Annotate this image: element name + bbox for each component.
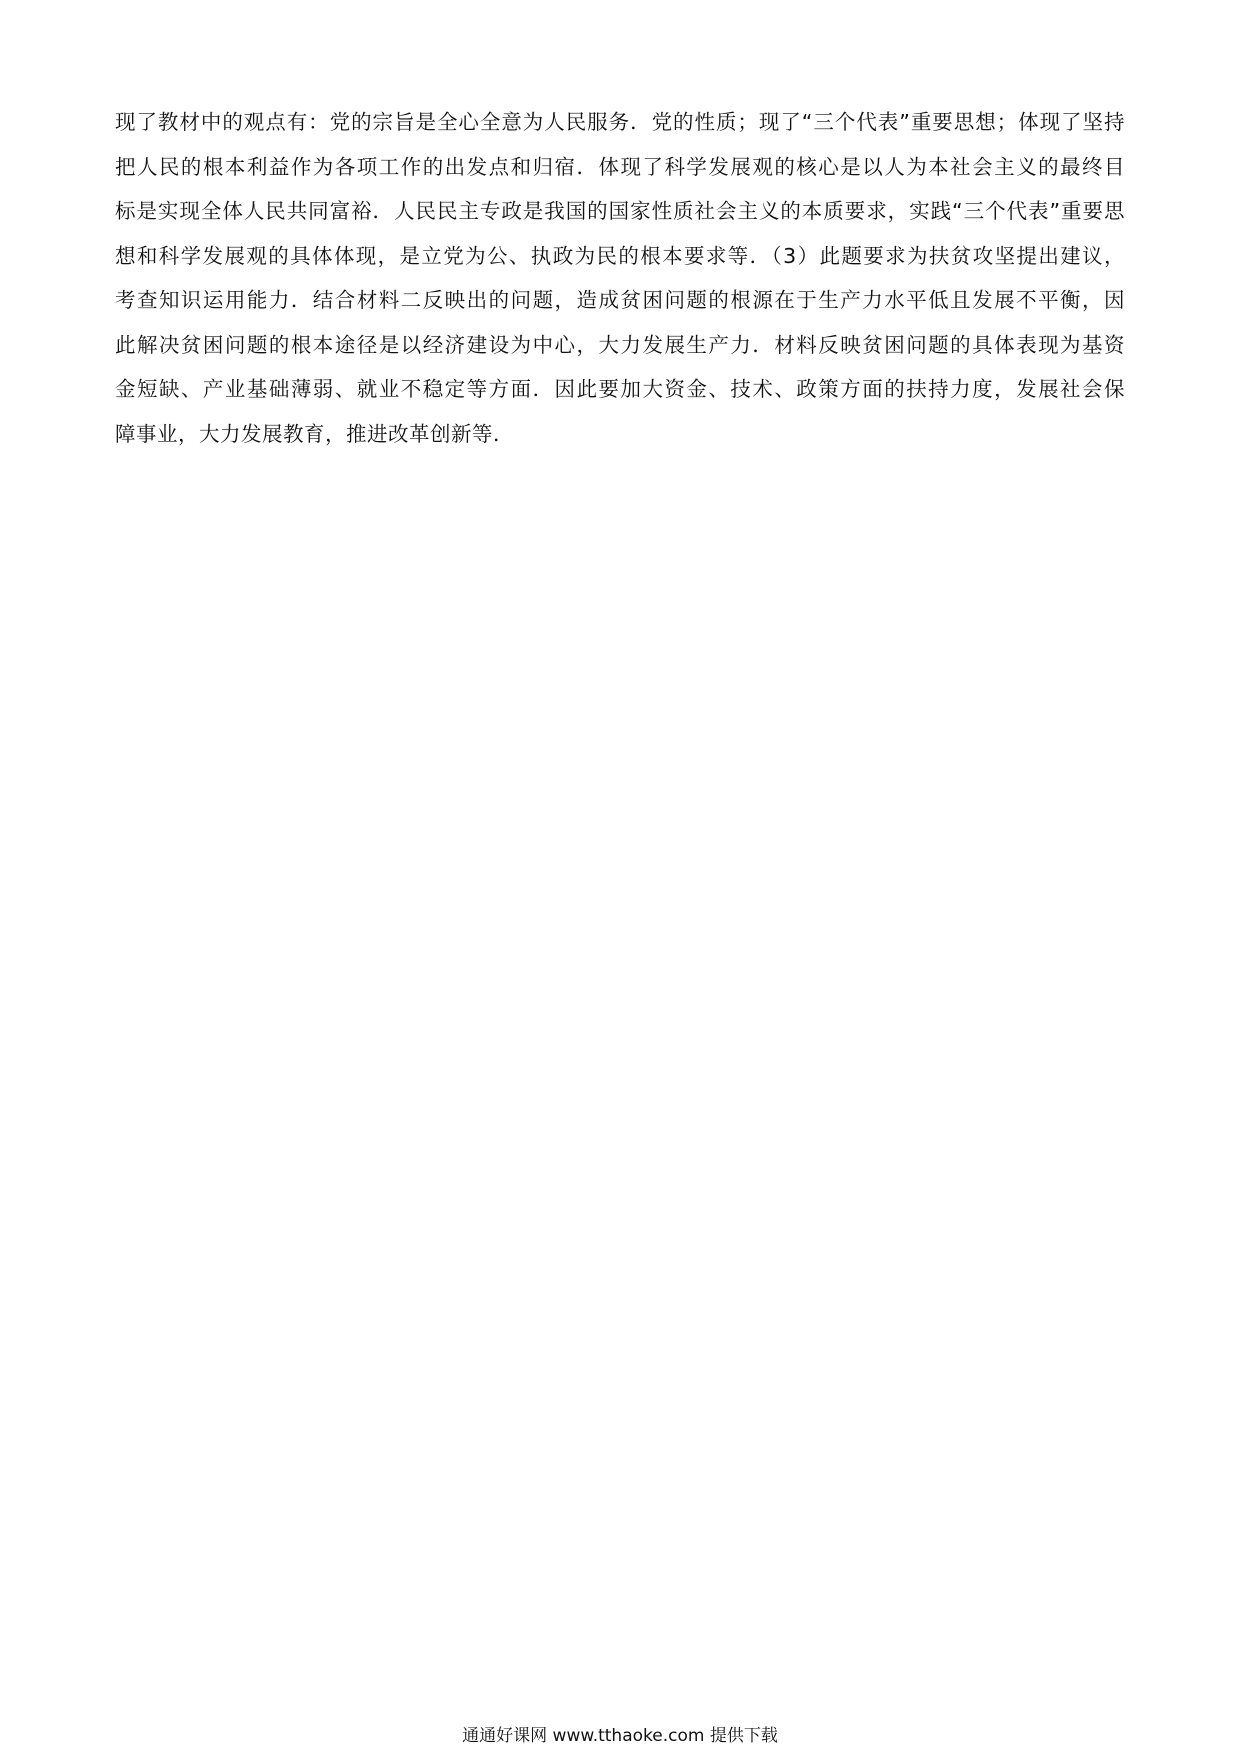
paragraph-line-5: 考查知识运用能力．结合材料二反映出的问题，造成贫困问题的根源在于生产力水平低且发展不平衡，因 (115, 288, 1125, 312)
paragraph-line-6: 此解决贫困问题的根本途径是以经济建设为中心，大力发展生产力．材料反映贫困问题的具体表现为基资 (115, 332, 1125, 357)
paragraph-line-3: 标是实现全体人民共同富裕．人民民主专政是我国的国家性质社会主义的本质要求，实践“三个代表”重要思 (115, 199, 1125, 223)
footer-text: 通通好课网 www.tthaoke.com 提供下载 (462, 1726, 778, 1746)
paragraph-line-4: 想和科学发展观的具体体现，是立党为公、执政为民的根本要求等．（3）此题要求为扶贫攻坚提出建议， (115, 243, 1125, 268)
paragraph-line-2: 把人民的根本利益作为各项工作的出发点和归宿．体现了科学发展观的核心是以人为本社会主义的最终目 (115, 154, 1125, 179)
paragraph-line-8: 障事业，大力发展教育，推进改革创新等． (115, 421, 514, 446)
paragraph-line-1: 现了教材中的观点有：党的宗旨是全心全意为人民服务．党的性质；现了“三个代表”重要思想；体现了坚持 (115, 110, 1125, 134)
page-footer (0, 1725, 1240, 1747)
answer-explanation-paragraph (115, 100, 1125, 456)
paragraph-line-7: 金短缺、产业基础薄弱、就业不稳定等方面．因此要加大资金、技术、政策方面的扶持力度，发展社会保 (115, 377, 1125, 401)
